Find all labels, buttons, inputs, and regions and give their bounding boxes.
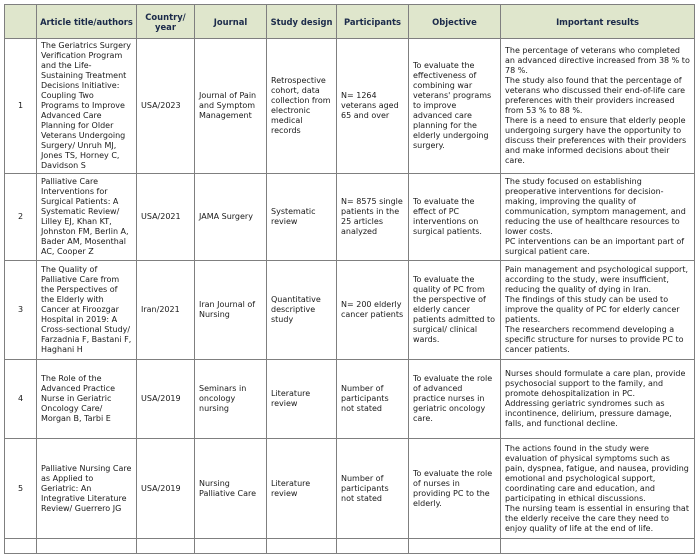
empty-cell	[5, 539, 37, 554]
journal-cell: Seminars in oncology nursing	[195, 360, 267, 439]
article-cell: Palliative Care Interventions for Surgical Patients: A Systematic Review/ Lilley EJ, Khan KT, Johnston FM, Berlin A, Bader AM, Mosenthal AC, Cooper Z	[37, 174, 137, 261]
result-line: The researchers recommend developing a specific structure for nurses to provide PC to cancer patients.	[505, 325, 684, 354]
journal-cell: Iran Journal of Nursing	[195, 261, 267, 360]
results-cell	[501, 360, 695, 439]
results-cell	[501, 261, 695, 360]
header-country-year: Country/ year	[137, 5, 195, 39]
header-objective: Objective	[409, 5, 501, 39]
result-line: The study also found that the percentage of veterans who discussed their end-of-life care preferences with their providers increased from 53 % to 88 %.	[505, 76, 686, 115]
result-line: The percentage of veterans who completed an advanced directive increased from 38 % to 78 %.	[505, 46, 690, 75]
row-number: 1	[5, 39, 37, 174]
table-row	[5, 439, 695, 539]
result-line: The actions found in the study were evaluation of physical symptoms such as pain, dyspnea, fatigue, and nausea, providing emotional and psychological support, coordinating care and education, and participating in ethical discussions.	[505, 443, 689, 503]
results-cell	[501, 39, 695, 174]
participants-cell: N= 1264 veterans aged 65 and over	[337, 39, 409, 174]
row-number: 4	[5, 360, 37, 439]
journal-cell: Nursing Palliative Care	[195, 439, 267, 539]
results-cell	[501, 174, 695, 261]
article-cell: The Geriatrics Surgery Verification Program and the Life-Sustaining Treatment Decisions Initiative: Coupling Two Programs to Improve Advanced Care Planning for Older Veterans Undergoing Surgery/ Unruh MJ, Jones TS, Horney C, Davidson S	[37, 39, 137, 174]
result-line: Nurses should formulate a care plan, provide psychosocial support to the family, and promote dehospitalization in PC.	[505, 369, 686, 398]
participants-cell: N= 8575 single patients in the 25 articles analyzed	[337, 174, 409, 261]
result-line: Pain management and psychological support, according to the study, were insufficient, reducing the quality of dying in Iran.	[505, 265, 689, 294]
objective-cell: To evaluate the role of nurses in providing PC to the elderly.	[409, 439, 501, 539]
objective-cell: To evaluate the role of advanced practice nurses in geriatric oncology care.	[409, 360, 501, 439]
empty-cell	[267, 539, 337, 554]
header-results: Important results	[501, 5, 695, 39]
row-number: 5	[5, 439, 37, 539]
participants-cell: Number of participants not stated	[337, 360, 409, 439]
empty-cell	[409, 539, 501, 554]
result-line: The findings of this study can be used to improve the quality of PC for elderly cancer patients.	[505, 295, 680, 324]
empty-cell	[337, 539, 409, 554]
header-article: Article title/authors	[37, 5, 137, 39]
table-row	[5, 261, 695, 360]
table-row-continued	[5, 539, 695, 554]
participants-cell: N= 200 elderly cancer patients	[337, 261, 409, 360]
result-line: The study focused on establishing preoperative interventions for decision-making, improving the quality of communication, symptom management, and reducing the use of healthcare resources to lower costs.	[505, 177, 686, 236]
table-row	[5, 360, 695, 439]
country-year-cell: USA/2019	[137, 439, 195, 539]
row-number: 2	[5, 174, 37, 261]
study-design-cell: Literature review	[267, 360, 337, 439]
country-year-cell: Iran/2021	[137, 261, 195, 360]
empty-cell	[501, 539, 695, 554]
journal-cell: Journal of Pain and Symptom Management	[195, 39, 267, 174]
header-participants: Participants	[337, 5, 409, 39]
study-design-cell: Literature review	[267, 439, 337, 539]
country-year-cell: USA/2021	[137, 174, 195, 261]
journal-cell: JAMA Surgery	[195, 174, 267, 261]
study-design-cell: Systematic review	[267, 174, 337, 261]
table-row	[5, 39, 695, 174]
empty-cell	[195, 539, 267, 554]
article-cell: Palliative Nursing Care as Applied to Geriatric: An Integrative Literature Review/ Guerrero JG	[37, 439, 137, 539]
objective-cell: To evaluate the effect of PC interventions on surgical patients.	[409, 174, 501, 261]
row-number: 3	[5, 261, 37, 360]
participants-cell: Number of participants not stated	[337, 439, 409, 539]
country-year-cell: USA/2019	[137, 360, 195, 439]
result-line: There is a need to ensure that elderly people undergoing surgery have the opportunity to discuss their preferences with their providers and make informed decisions about their care.	[505, 116, 687, 165]
table-row	[5, 174, 695, 261]
literature-review-table	[4, 4, 695, 554]
empty-cell	[37, 539, 137, 554]
header-study-design: Study design	[267, 5, 337, 39]
result-line: Addressing geriatric syndromes such as incontinence, delirium, pressure damage, falls, and functional decline.	[505, 399, 672, 428]
header-row	[5, 5, 695, 39]
country-year-cell: USA/2023	[137, 39, 195, 174]
study-design-cell: Quantitative descriptive study	[267, 261, 337, 360]
results-cell	[501, 439, 695, 539]
objective-cell: To evaluate the effectiveness of combining war veterans' programs to improve advanced care planning for the elderly undergoing surgery.	[409, 39, 501, 174]
result-line: The nursing team is essential in ensuring that the elderly receive the care they need to enjoy quality of life at the end of life.	[505, 503, 689, 533]
study-design-cell: Retrospective cohort, data collection from electronic medical records	[267, 39, 337, 174]
objective-cell: To evaluate the quality of PC from the perspective of elderly cancer patients admitted to surgical/ clinical wards.	[409, 261, 501, 360]
header-journal: Journal	[195, 5, 267, 39]
article-cell: The Role of the Advanced Practice Nurse in Geriatric Oncology Care/ Morgan B, Tarbi E	[37, 360, 137, 439]
article-cell: The Quality of Palliative Care from the Perspectives of the Elderly with Cancer at Firoozgar Hospital in 2019: A Cross-sectional Study/ Farzadnia F, Bastani F, Haghani H	[37, 261, 137, 360]
header-number	[5, 5, 37, 39]
result-line: PC interventions can be an important part of surgical patient care.	[505, 237, 685, 256]
empty-cell	[137, 539, 195, 554]
